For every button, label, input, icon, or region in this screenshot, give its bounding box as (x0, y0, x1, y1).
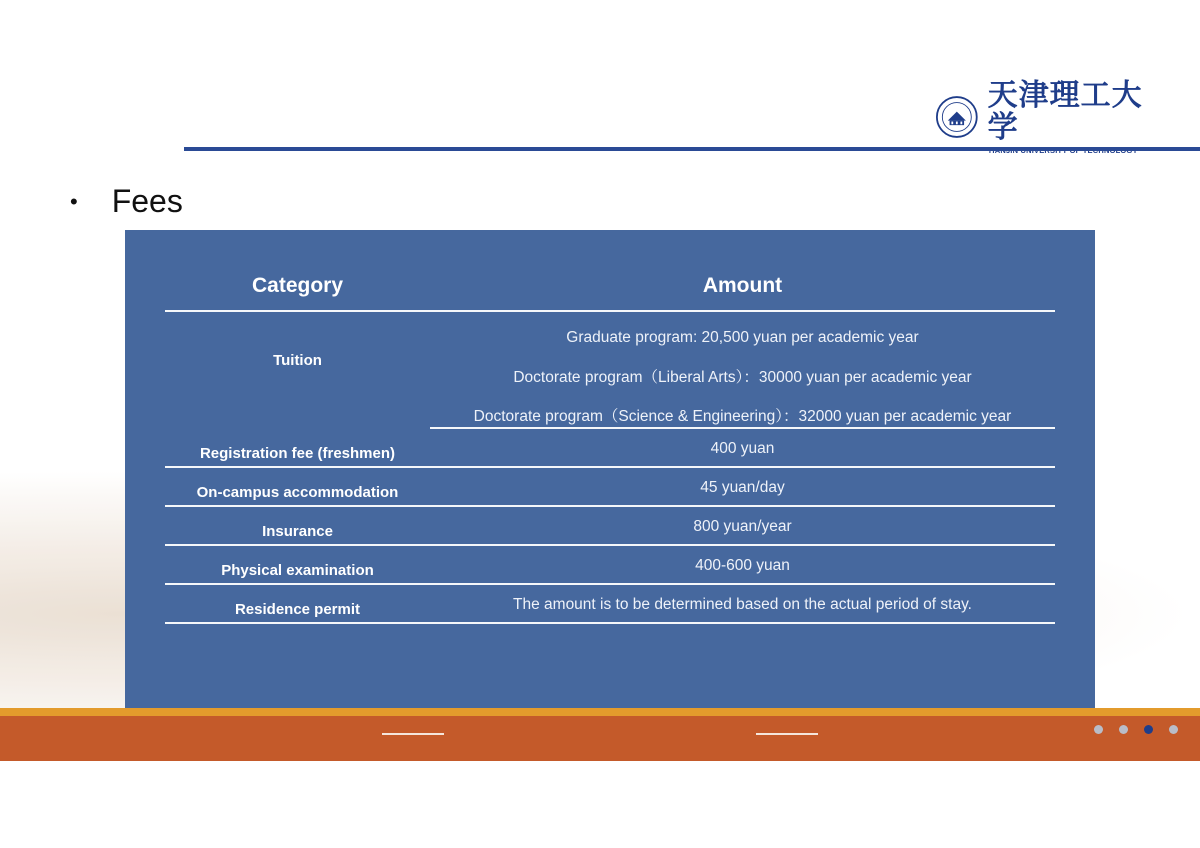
footer-decor-line (382, 733, 444, 735)
row-physical-exam-amount: 400-600 yuan (695, 557, 790, 574)
row-residence-permit-category: Residence permit (234, 601, 361, 618)
row-divider (165, 466, 1055, 468)
logo-chinese-name: 天津理工大学 (987, 77, 1143, 145)
header-rule (184, 147, 1200, 151)
row-tuition-category: Tuition (273, 352, 322, 369)
pagination-dots (1094, 725, 1194, 734)
section-heading-text: Fees (111, 183, 183, 219)
pagination-dot[interactable] (1119, 725, 1128, 734)
fees-table-panel (125, 230, 1095, 708)
footer-decor-line (756, 733, 818, 735)
row-divider (165, 583, 1055, 585)
row-registration-amount: 400 yuan (710, 440, 775, 457)
row-divider (165, 544, 1055, 546)
column-header-category: Category (251, 274, 344, 297)
pagination-dot[interactable] (1094, 725, 1103, 734)
pagination-dot[interactable] (1169, 725, 1178, 734)
footer-accent-stripe (0, 708, 1200, 716)
row-registration-category: Registration fee (freshmen) (199, 445, 396, 462)
column-header-amount: Amount (702, 274, 783, 297)
row-tuition-amount-doctorate-arts: Doctorate program（Liberal Arts）：30000 yuan per academic year (513, 369, 972, 386)
footer-bar (0, 716, 1200, 761)
bullet-icon: • (70, 188, 78, 214)
row-tuition-amount-doctorate-science: Doctorate program（Science & Engineering）：32000 yuan per academic year (473, 408, 1012, 425)
header-divider (165, 310, 1055, 312)
pagination-dot-active[interactable] (1144, 725, 1153, 734)
row-divider (165, 505, 1055, 507)
row-divider (430, 427, 1055, 429)
university-logo (936, 77, 1156, 145)
university-seal-icon (936, 94, 978, 140)
row-insurance-amount: 800 yuan/year (693, 518, 792, 535)
row-physical-exam-category: Physical examination (221, 562, 374, 579)
row-tuition-amount-graduate: Graduate program: 20,500 yuan per academic year (566, 329, 919, 346)
row-residence-permit-amount: The amount is to be determined based on the actual period of stay. (513, 596, 972, 613)
row-divider (165, 622, 1055, 624)
row-accommodation-category: On-campus accommodation (196, 484, 399, 501)
section-heading (70, 183, 183, 220)
row-insurance-category: Insurance (262, 523, 333, 540)
row-accommodation-amount: 45 yuan/day (700, 479, 785, 496)
